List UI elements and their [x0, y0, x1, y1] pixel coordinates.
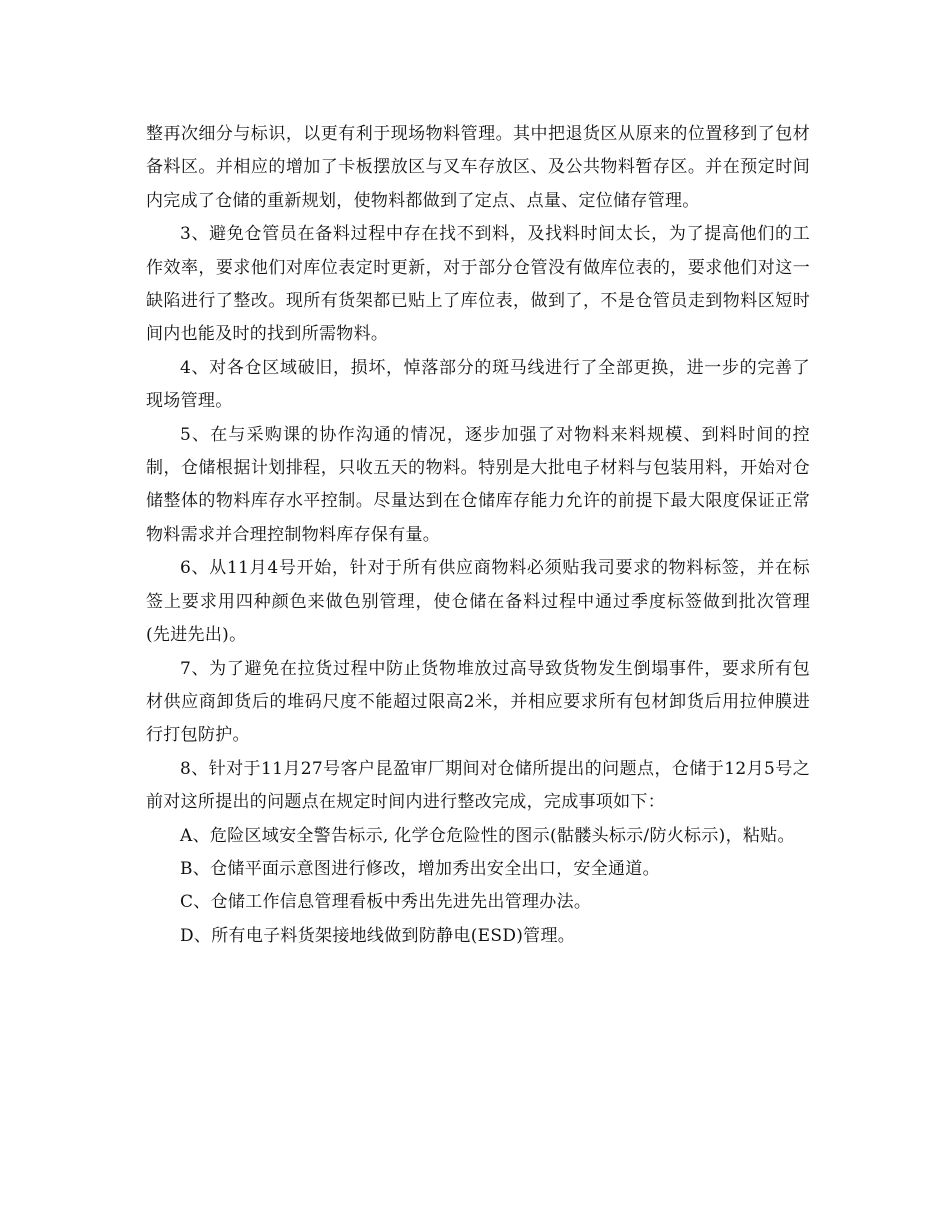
paragraph-subitem-b: B、仓储平面示意图进行修改，增加秀出安全出口，安全通道。: [180, 858, 660, 879]
paragraph-subitem-a: A、危险区域安全警告标示, 化学仓危险性的图示(骷髅头标示/防火标示)，粘贴。: [180, 825, 795, 846]
paragraph-item-3: 3、避免仓管员在备料过程中存在找不到料，及找料时间太长，为了提高他们的工作效率，要求他们对库位表定时更新，对于部分仓管没有做库位表的，要求他们对这一缺陷进行了整改。现所有货架都已贴上了库位表，做到了，不是仓管员走到物料区短时间内也能及时的找到所需物料。: [146, 224, 810, 345]
document-body: [146, 118, 810, 953]
paragraph-subitem-c: C、仓储工作信息管理看板中秀出先进先出管理办法。: [180, 892, 592, 913]
paragraph-item-6: 6、从11月4号开始，针对于所有供应商物料必须贴我司要求的物料标签，并在标签上要求用四种颜色来做色别管理，使仓储在备料过程中通过季度标签做到批次管理(先进先出)。: [146, 558, 810, 646]
paragraph-item-7: 7、为了避免在拉货过程中防止货物堆放过高导致货物发生倒塌事件，要求所有包材供应商卸货后的堆码尺度不能超过限高2米，并相应要求所有包材卸货后用拉伸膜进行打包防护。: [146, 658, 810, 746]
paragraph-item-4: 4、对各仓区域破旧，损坏，悼落部分的斑马线进行了全部更换，进一步的完善了现场管理。: [146, 357, 810, 412]
paragraph-intro: 整再次细分与标识，以更有利于现场物料管理。其中把退货区从原来的位置移到了包材备料区。并相应的增加了卡板摆放区与叉车存放区、及公共物料暂存区。并在预定时间内完成了仓储的重新规划，使物料都做到了定点、点量、定位储存管理。: [146, 124, 810, 211]
paragraph-item-5: 5、在与采购课的协作沟通的情况，逐步加强了对物料来料规模、到料时间的控制，仓储根据计划排程，只收五天的物料。特别是大批电子材料与包装用料，开始对仓储整体的物料库存水平控制。尽量达到在仓储库存能力允许的前提下最大限度保证正常物料需求并合理控制物料库存保有量。: [146, 424, 810, 545]
paragraph-item-8: 8、针对于11月27号客户昆盈审厂期间对仓储所提出的问题点，仓储于12月5号之前对这所提出的问题点在规定时间内进行整改完成，完成事项如下：: [146, 758, 810, 813]
paragraph-subitem-d: D、所有电子料货架接地线做到防静电(ESD)管理。: [180, 925, 576, 946]
